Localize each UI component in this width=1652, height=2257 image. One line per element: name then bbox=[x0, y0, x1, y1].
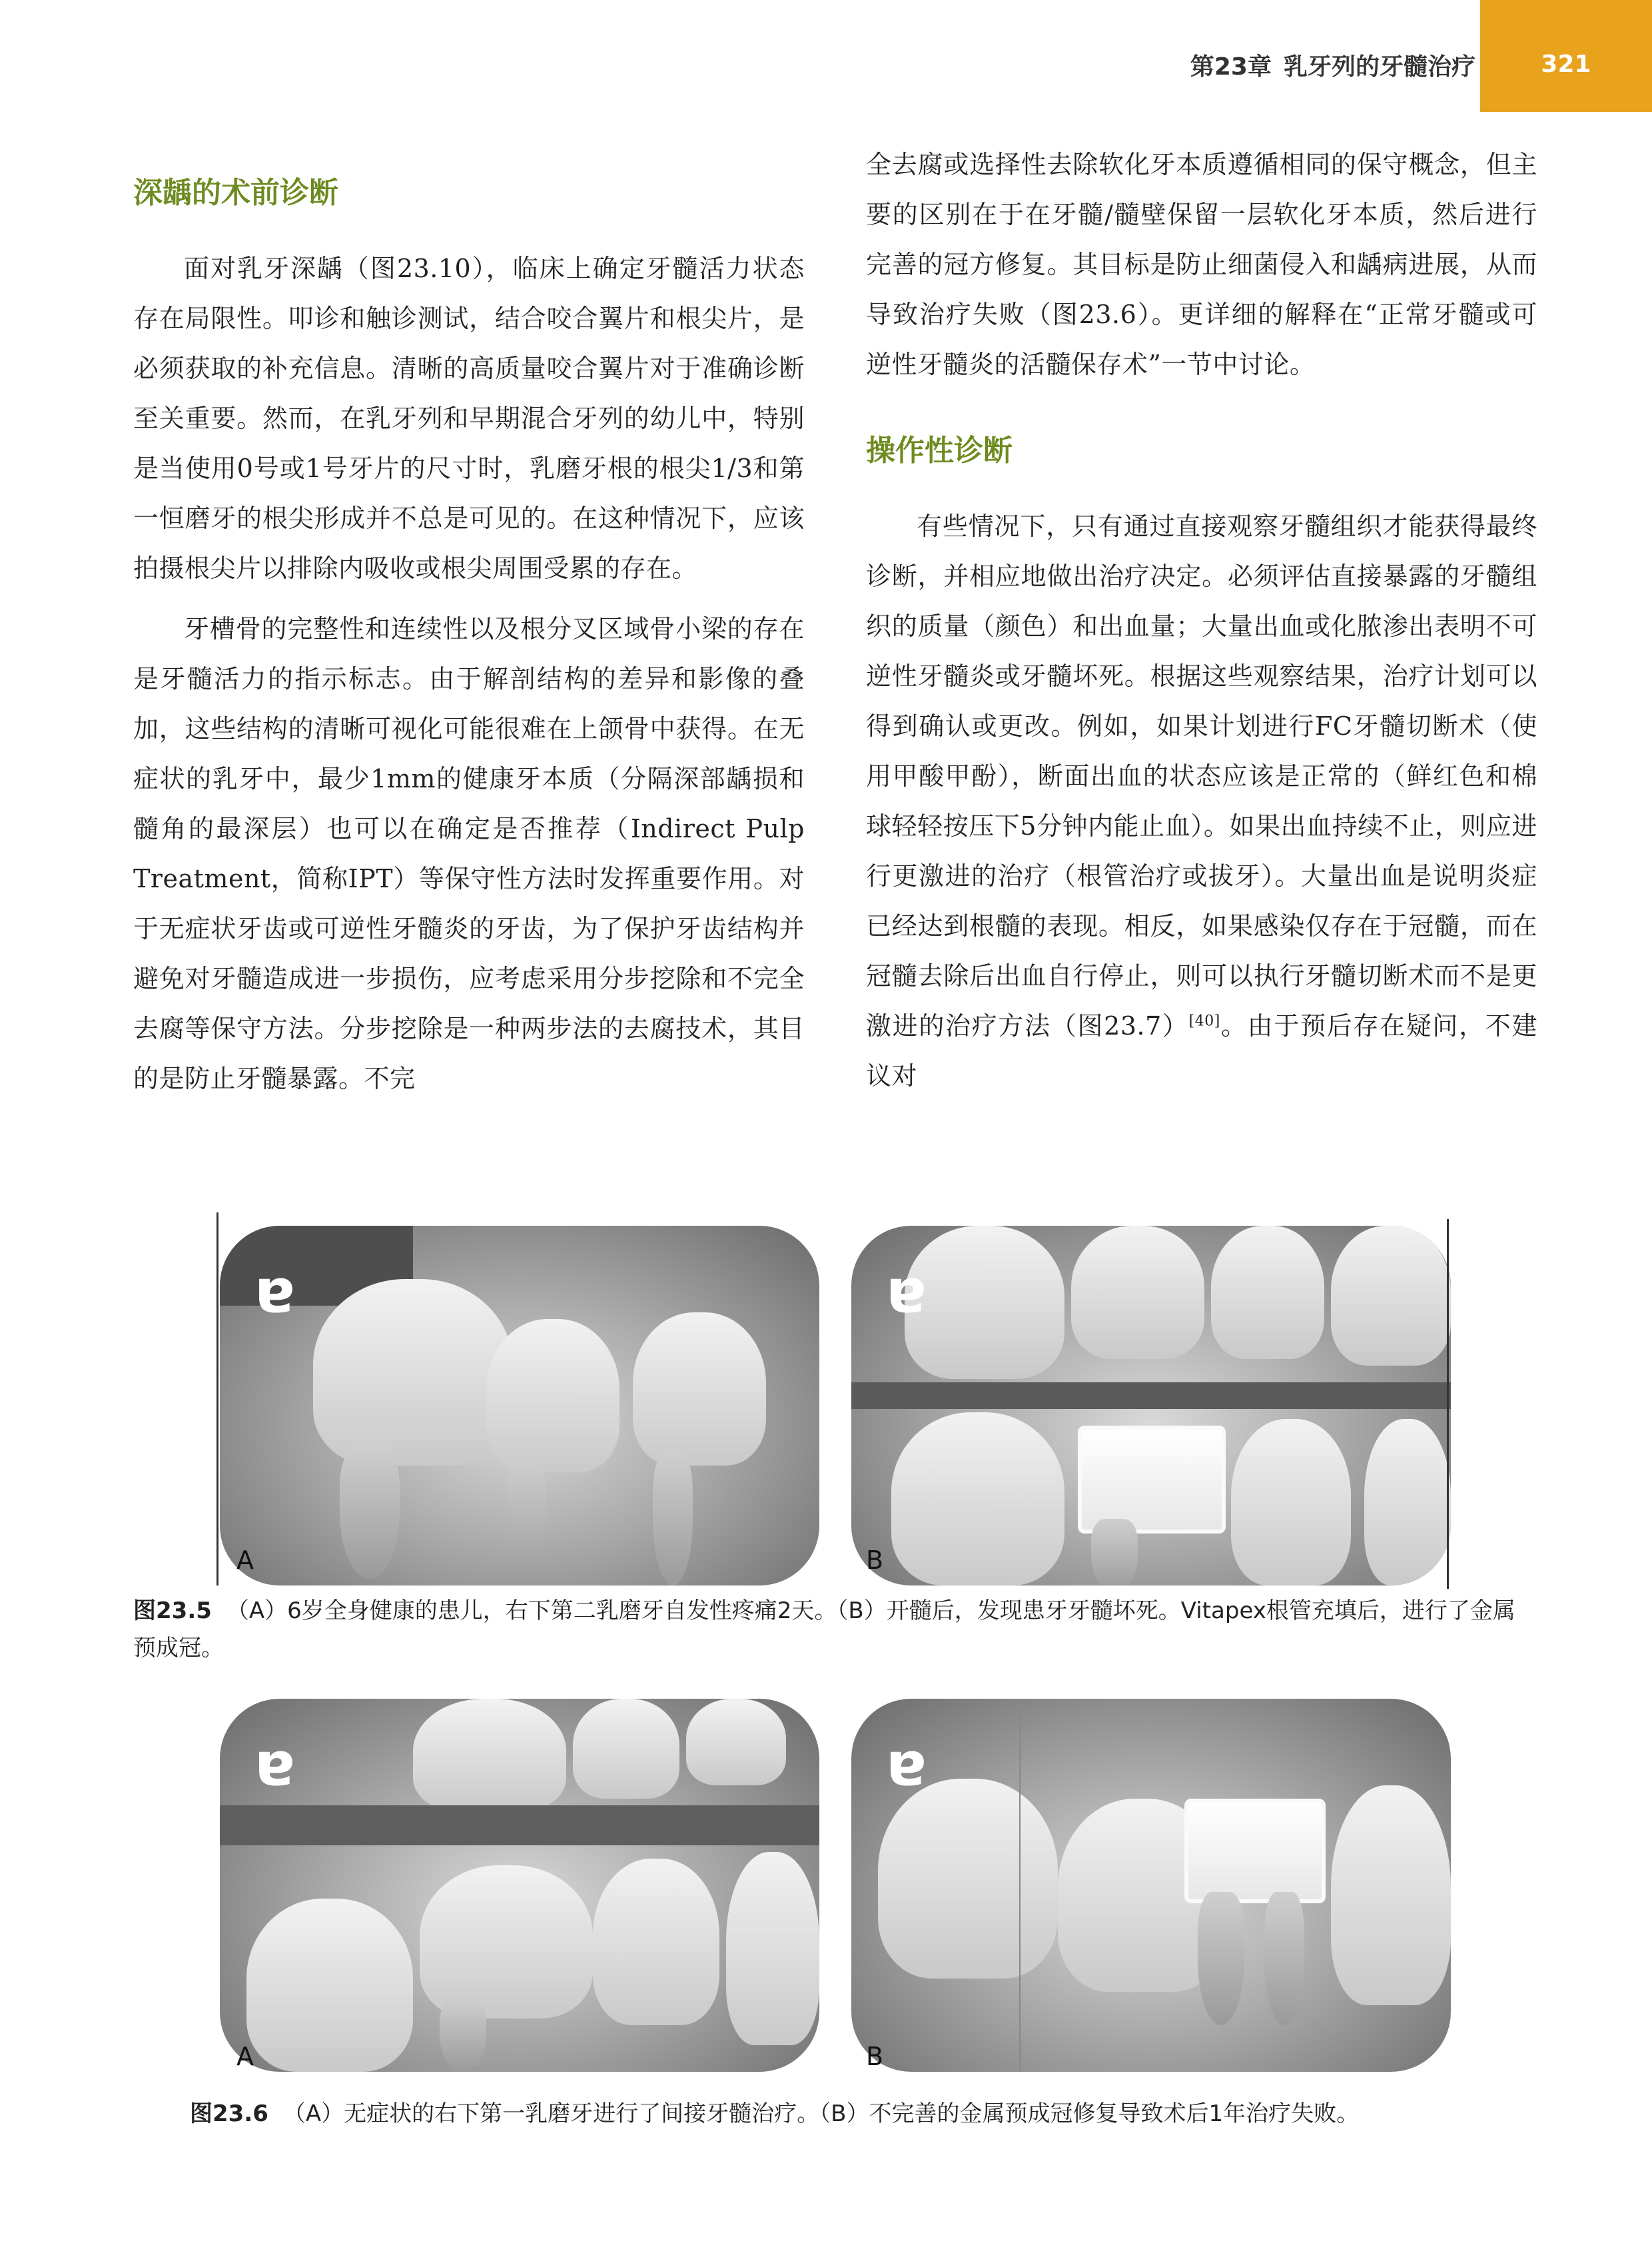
xray-image-fig23-6b bbox=[851, 1699, 1451, 2072]
figure-number: 图23.6 bbox=[190, 2100, 268, 2127]
panel-label-b: B bbox=[866, 1546, 884, 1575]
film-orientation-marker: a bbox=[886, 1737, 927, 1807]
paragraph-text: 有些情况下，只有通过直接观察牙髓组织才能获得最终诊断，并相应地做出治疗决定。必须评估直接暴露的牙髓组织的质量（颜色）和出血量；大量出血或化脓渗出表明不可逆性牙髓炎或牙髓坏死。根据这些观察结果，治疗计划可以得到确认或更改。例如，如果计划进行FC牙髓切断术（使用甲酸甲酚），断面出血的状态应该是正常的（鲜红色和棉球轻轻按压下5分钟内能止血）。如果出血持续不止，则应进行更激进的治疗（根管治疗或拔牙）。大量出血是说明炎症已经达到根髓的表现。相反，如果感染仅存在于冠髓，而在冠髓去除后出血自行停止，则可以执行牙髓切断术而不是更激进的治疗方法（图23.7） bbox=[866, 512, 1537, 1041]
paragraph: 面对乳牙深龋（图23.10），临床上确定牙髓活力状态存在局限性。叩诊和触诊测试，结合咬合翼片和根尖片，是必须获取的补充信息。清晰的高质量咬合翼片对于准确诊断至关重要。然而，在乳牙列和早期混合牙列的幼儿中，特别是当使用0号或1号牙片的尺寸时，乳磨牙根的根尖1/3和第一恒磨牙的根尖形成并不总是可见的。在这种情况下，应该拍摄根尖片以排除内吸收或根尖周围受累的存在。 bbox=[133, 254, 805, 583]
citation-reference: [40] bbox=[1188, 1013, 1220, 1030]
figure-number: 图23.5 bbox=[133, 1597, 212, 1624]
chapter-number: 第23章 bbox=[1190, 53, 1272, 81]
figure-caption-23-5 bbox=[133, 1592, 1525, 1667]
figure-divider-line bbox=[1447, 1219, 1449, 1589]
right-column bbox=[866, 140, 1537, 1101]
panel-label-a: A bbox=[236, 1546, 254, 1575]
caption-text: （A）6岁全身健康的患儿，右下第二乳磨牙自发性疼痛2天。（B）开髓后，发现患牙牙髓坏死。Vitapex根管充填后，进行了金属预成冠。 bbox=[133, 1597, 1515, 1661]
film-orientation-marker: a bbox=[886, 1264, 927, 1334]
figure-caption-23-6 bbox=[190, 2095, 1522, 2132]
page-number: 321 bbox=[1541, 51, 1591, 78]
section-heading-operative-diagnosis: 操作性诊断 bbox=[866, 434, 1013, 468]
caption-text: （A）无症状的右下第一乳磨牙进行了间接牙髓治疗。（B）不完善的金属预成冠修复导致术后1年治疗失败。 bbox=[282, 2100, 1360, 2127]
chapter-title: 乳牙列的牙髓治疗 bbox=[1283, 53, 1475, 81]
page-number-tab bbox=[1480, 0, 1652, 112]
panel-label-b: B bbox=[866, 2042, 884, 2071]
section-heading-preop-diagnosis: 深龋的术前诊断 bbox=[133, 176, 338, 210]
xray-image-fig23-5b bbox=[851, 1226, 1451, 1585]
paragraph bbox=[866, 502, 1537, 1101]
xray-image-fig23-5a bbox=[220, 1226, 819, 1585]
panel-label-a: A bbox=[236, 2042, 254, 2071]
paragraph-continuation: 全去腐或选择性去除软化牙本质遵循相同的保守概念，但主要的区别在于在牙髓/髓壁保留一层软化牙本质，然后进行完善的冠方修复。其目标是防止细菌侵入和龋病进展，从而导致治疗失败（图23.6）。更详细的解释在“正常牙髓或可逆性牙髓炎的活髓保存术”一节中讨论。 bbox=[866, 150, 1537, 379]
left-column bbox=[133, 167, 805, 1104]
xray-image-fig23-6a bbox=[220, 1699, 819, 2072]
paragraph-text-tail: 。由于预后存在疑问，不建议对 bbox=[866, 1011, 1537, 1091]
paragraph: 牙槽骨的完整性和连续性以及根分叉区域骨小梁的存在是牙髓活力的指示标志。由于解剖结构的差异和影像的叠加，这些结构的清晰可视化可能很难在上颌骨中获得。在无症状的乳牙中，最少1mm的健康牙本质（分隔深部龋损和髓角的最深层）也可以在确定是否推荐（Indirect Pulp Treatment，简称IPT）等保守性方法时发挥重要作用。对于无症状牙齿或可逆性牙髓炎的牙齿，为了保护牙齿结构并避免对牙髓造成进一步损伤，应考虑采用分步挖除和不完全去腐等保守方法。分步挖除是一种两步法的去腐技术，其目的是防止牙髓暴露。不完 bbox=[133, 614, 805, 1093]
running-header bbox=[1156, 48, 1475, 81]
film-orientation-marker: a bbox=[254, 1264, 295, 1334]
figure-divider-line bbox=[1019, 1699, 1021, 2072]
figure-divider-line bbox=[216, 1212, 218, 1585]
film-orientation-marker: a bbox=[254, 1737, 295, 1807]
